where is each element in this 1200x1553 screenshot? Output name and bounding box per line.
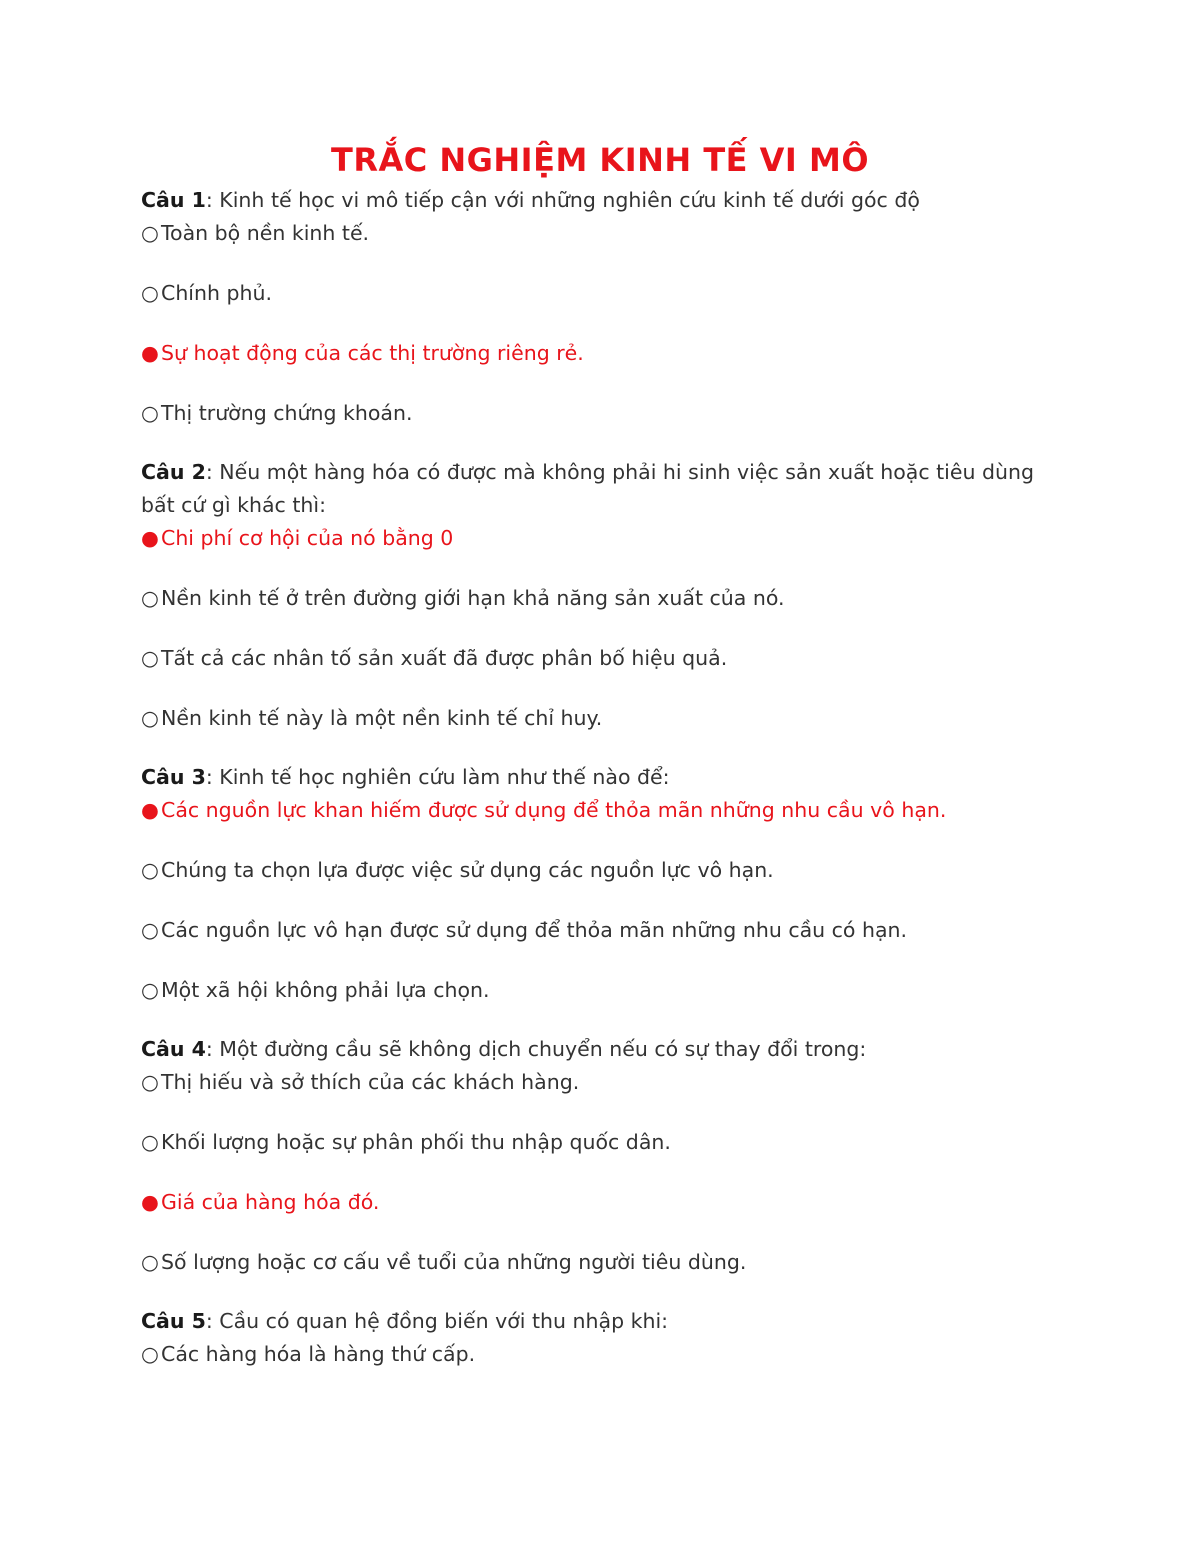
radio-empty-icon: ○ (141, 978, 159, 1002)
radio-filled-icon: ● (141, 1190, 159, 1214)
option-text: Chính phủ. (161, 281, 273, 305)
question-list (141, 184, 1071, 1371)
radio-empty-icon: ○ (141, 1342, 159, 1366)
question-prompt (141, 184, 1071, 217)
option-text: Sự hoạt động của các thị trường riêng rẻ. (161, 341, 584, 365)
question-prompt (141, 456, 1071, 522)
option-text: Số lượng hoặc cơ cấu về tuổi của những người tiêu dùng. (161, 1250, 747, 1274)
radio-empty-icon: ○ (141, 858, 159, 882)
option-text: Một xã hội không phải lựa chọn. (161, 978, 490, 1002)
answer-option (141, 702, 1071, 735)
option-text: Tất cả các nhân tố sản xuất đã được phân bố hiệu quả. (161, 646, 728, 670)
option-text: Khối lượng hoặc sự phân phối thu nhập quốc dân. (161, 1130, 671, 1154)
option-text: Giá của hàng hóa đó. (161, 1190, 380, 1214)
question-2 (141, 456, 1071, 735)
question-number: Câu 3 (141, 765, 206, 789)
answer-option (141, 1338, 1071, 1371)
question-text: : Một đường cầu sẽ không dịch chuyển nếu có sự thay đổi trong: (205, 1037, 867, 1061)
answer-option (141, 277, 1071, 310)
radio-empty-icon: ○ (141, 1250, 159, 1274)
answer-option (141, 397, 1071, 430)
radio-empty-icon: ○ (141, 918, 159, 942)
option-text: Các nguồn lực vô hạn được sử dụng để thỏa mãn những nhu cầu có hạn. (161, 918, 908, 942)
answer-option-correct (141, 337, 1071, 370)
radio-filled-icon: ● (141, 341, 159, 365)
radio-filled-icon: ● (141, 526, 159, 550)
answer-option (141, 854, 1071, 887)
question-prompt (141, 1033, 1071, 1066)
question-text: : Nếu một hàng hóa có được mà không phải hi sinh việc sản xuất hoặc tiêu dùng bất cứ gì khác thì: (141, 460, 1034, 517)
answer-option (141, 582, 1071, 615)
question-text: : Kinh tế học nghiên cứu làm như thế nào để: (205, 765, 670, 789)
answer-option (141, 1066, 1071, 1099)
option-text: Nền kinh tế ở trên đường giới hạn khả năng sản xuất của nó. (161, 586, 785, 610)
answer-option (141, 217, 1071, 250)
question-prompt (141, 761, 1071, 794)
radio-empty-icon: ○ (141, 1130, 159, 1154)
radio-filled-icon: ● (141, 798, 159, 822)
answer-option-correct (141, 1186, 1071, 1219)
radio-empty-icon: ○ (141, 401, 159, 425)
option-text: Chi phí cơ hội của nó bằng 0 (161, 526, 454, 550)
option-text: Chúng ta chọn lựa được việc sử dụng các nguồn lực vô hạn. (161, 858, 774, 882)
question-4 (141, 1033, 1071, 1279)
document-title: TRẮC NGHIỆM KINH TẾ VI MÔ (330, 141, 870, 179)
answer-option (141, 974, 1071, 1007)
option-text: Các nguồn lực khan hiếm được sử dụng để thỏa mãn những nhu cầu vô hạn. (161, 798, 947, 822)
radio-empty-icon: ○ (141, 586, 159, 610)
question-1 (141, 184, 1071, 430)
option-text: Các hàng hóa là hàng thứ cấp. (161, 1342, 476, 1366)
answer-option-correct (141, 794, 1071, 827)
answer-option-correct (141, 522, 1071, 555)
answer-option (141, 914, 1071, 947)
question-number: Câu 1 (141, 188, 206, 212)
question-text: : Kinh tế học vi mô tiếp cận với những nghiên cứu kinh tế dưới góc độ (205, 188, 920, 212)
question-text: : Cầu có quan hệ đồng biến với thu nhập khi: (205, 1309, 669, 1333)
radio-empty-icon: ○ (141, 646, 159, 670)
option-text: Toàn bộ nền kinh tế. (161, 221, 370, 245)
radio-empty-icon: ○ (141, 281, 159, 305)
question-prompt (141, 1305, 1071, 1338)
option-text: Thị hiếu và sở thích của các khách hàng. (161, 1070, 580, 1094)
question-number: Câu 2 (141, 460, 206, 484)
option-text: Nền kinh tế này là một nền kinh tế chỉ huy. (161, 706, 603, 730)
question-number: Câu 4 (141, 1037, 206, 1061)
question-number: Câu 5 (141, 1309, 206, 1333)
answer-option (141, 1126, 1071, 1159)
question-3 (141, 761, 1071, 1007)
radio-empty-icon: ○ (141, 221, 159, 245)
radio-empty-icon: ○ (141, 1070, 159, 1094)
question-5 (141, 1305, 1071, 1371)
answer-option (141, 1246, 1071, 1279)
option-text: Thị trường chứng khoán. (161, 401, 413, 425)
radio-empty-icon: ○ (141, 706, 159, 730)
answer-option (141, 642, 1071, 675)
